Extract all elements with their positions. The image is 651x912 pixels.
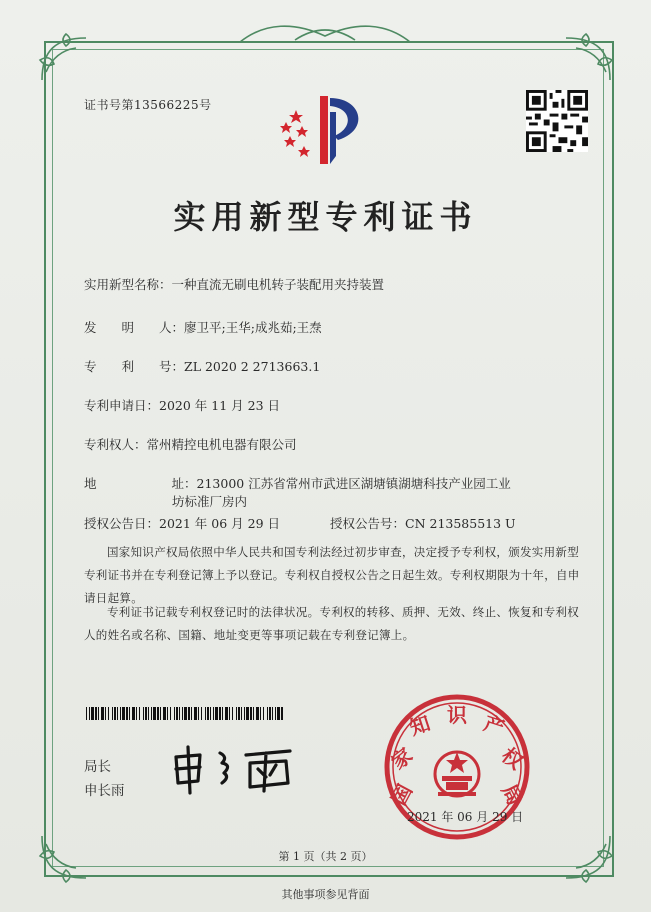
grant-statement-paragraph: 国家知识产权局依照中华人民共和国专利法经过初步审查，决定授予专利权，颁发实用新型专利证书并在专利登记簿上予以登记。专利权自授权公告之日起生效。专利权期限为十年，自申请日起算。	[84, 545, 580, 605]
patent-number-value: ZL 2020 2 2713663.1	[184, 359, 321, 374]
legal-status-paragraph: 专利证书记载专利权登记时的法律状况。专利权的转移、质押、无效、终止、恢复和专利权人的姓名或名称、国籍、地址变更等事项记载在专利登记簿上。	[84, 605, 579, 642]
corner-ornament-top-right	[540, 30, 616, 86]
corner-ornament-top-left	[36, 30, 112, 86]
certificate-number: 证书号第13566225号	[84, 98, 212, 112]
svg-text:局: 局	[496, 780, 528, 810]
patent-office-logo	[272, 92, 382, 167]
grant-number-row	[330, 514, 516, 532]
utility-model-name-value: 一种直流无刷电机转子装配用夹持装置	[171, 277, 385, 292]
certificate-title: 实用新型专利证书	[173, 198, 478, 236]
svg-text:家: 家	[386, 742, 417, 775]
patent-number-row	[84, 357, 320, 375]
grant-date-value: 2021 年 06 月 29 日	[159, 516, 281, 531]
qr-code	[526, 90, 588, 152]
address-line-2: 坊标准厂房内	[172, 494, 248, 509]
address-row	[84, 474, 511, 492]
utility-model-name-label: 实用新型名称：	[84, 277, 172, 292]
inventors-row	[84, 318, 322, 336]
inventors-value: 廖卫平;王华;成兆茹;王焘	[184, 320, 322, 335]
seal-date: 2021 年 06 月 29 日	[407, 810, 524, 824]
svg-text:识: 识	[447, 703, 467, 727]
address-line-1: 213000 江苏省常州市武进区湖塘镇湖塘科技产业园工业	[196, 476, 511, 491]
director-name: 申长雨	[84, 783, 125, 799]
patent-number-label: 专 利 号：	[84, 359, 185, 374]
grant-number-label: 授权公告号：	[330, 516, 406, 531]
back-page-note: 其他事项参见背面	[281, 888, 370, 901]
svg-text:产: 产	[480, 710, 508, 740]
grant-date-label: 授权公告日：	[84, 516, 160, 531]
svg-text:国: 国	[386, 780, 418, 810]
grant-date-row	[84, 514, 280, 532]
patentee-row	[84, 435, 297, 453]
patentee-value: 常州精控电机电器有限公司	[146, 437, 297, 452]
svg-text:权: 权	[497, 742, 528, 775]
barcode	[86, 707, 286, 720]
utility-model-name-row	[84, 275, 384, 293]
svg-text:知: 知	[406, 710, 434, 740]
filing-date-label: 专利申请日：	[84, 398, 160, 413]
inventors-label: 发 明 人：	[84, 320, 185, 335]
filing-date-row	[84, 396, 280, 414]
filing-date-value: 2020 年 11 月 23 日	[159, 398, 281, 413]
grant-number-value: CN 213585513 U	[405, 516, 516, 531]
page-number: 第 1 页（共 2 页）	[278, 850, 373, 863]
director-title: 局长	[84, 759, 111, 775]
patentee-label: 专利权人：	[84, 437, 147, 452]
director-signature	[170, 743, 340, 795]
address-label: 地 址：	[84, 476, 197, 491]
header-ornament	[235, 18, 415, 48]
